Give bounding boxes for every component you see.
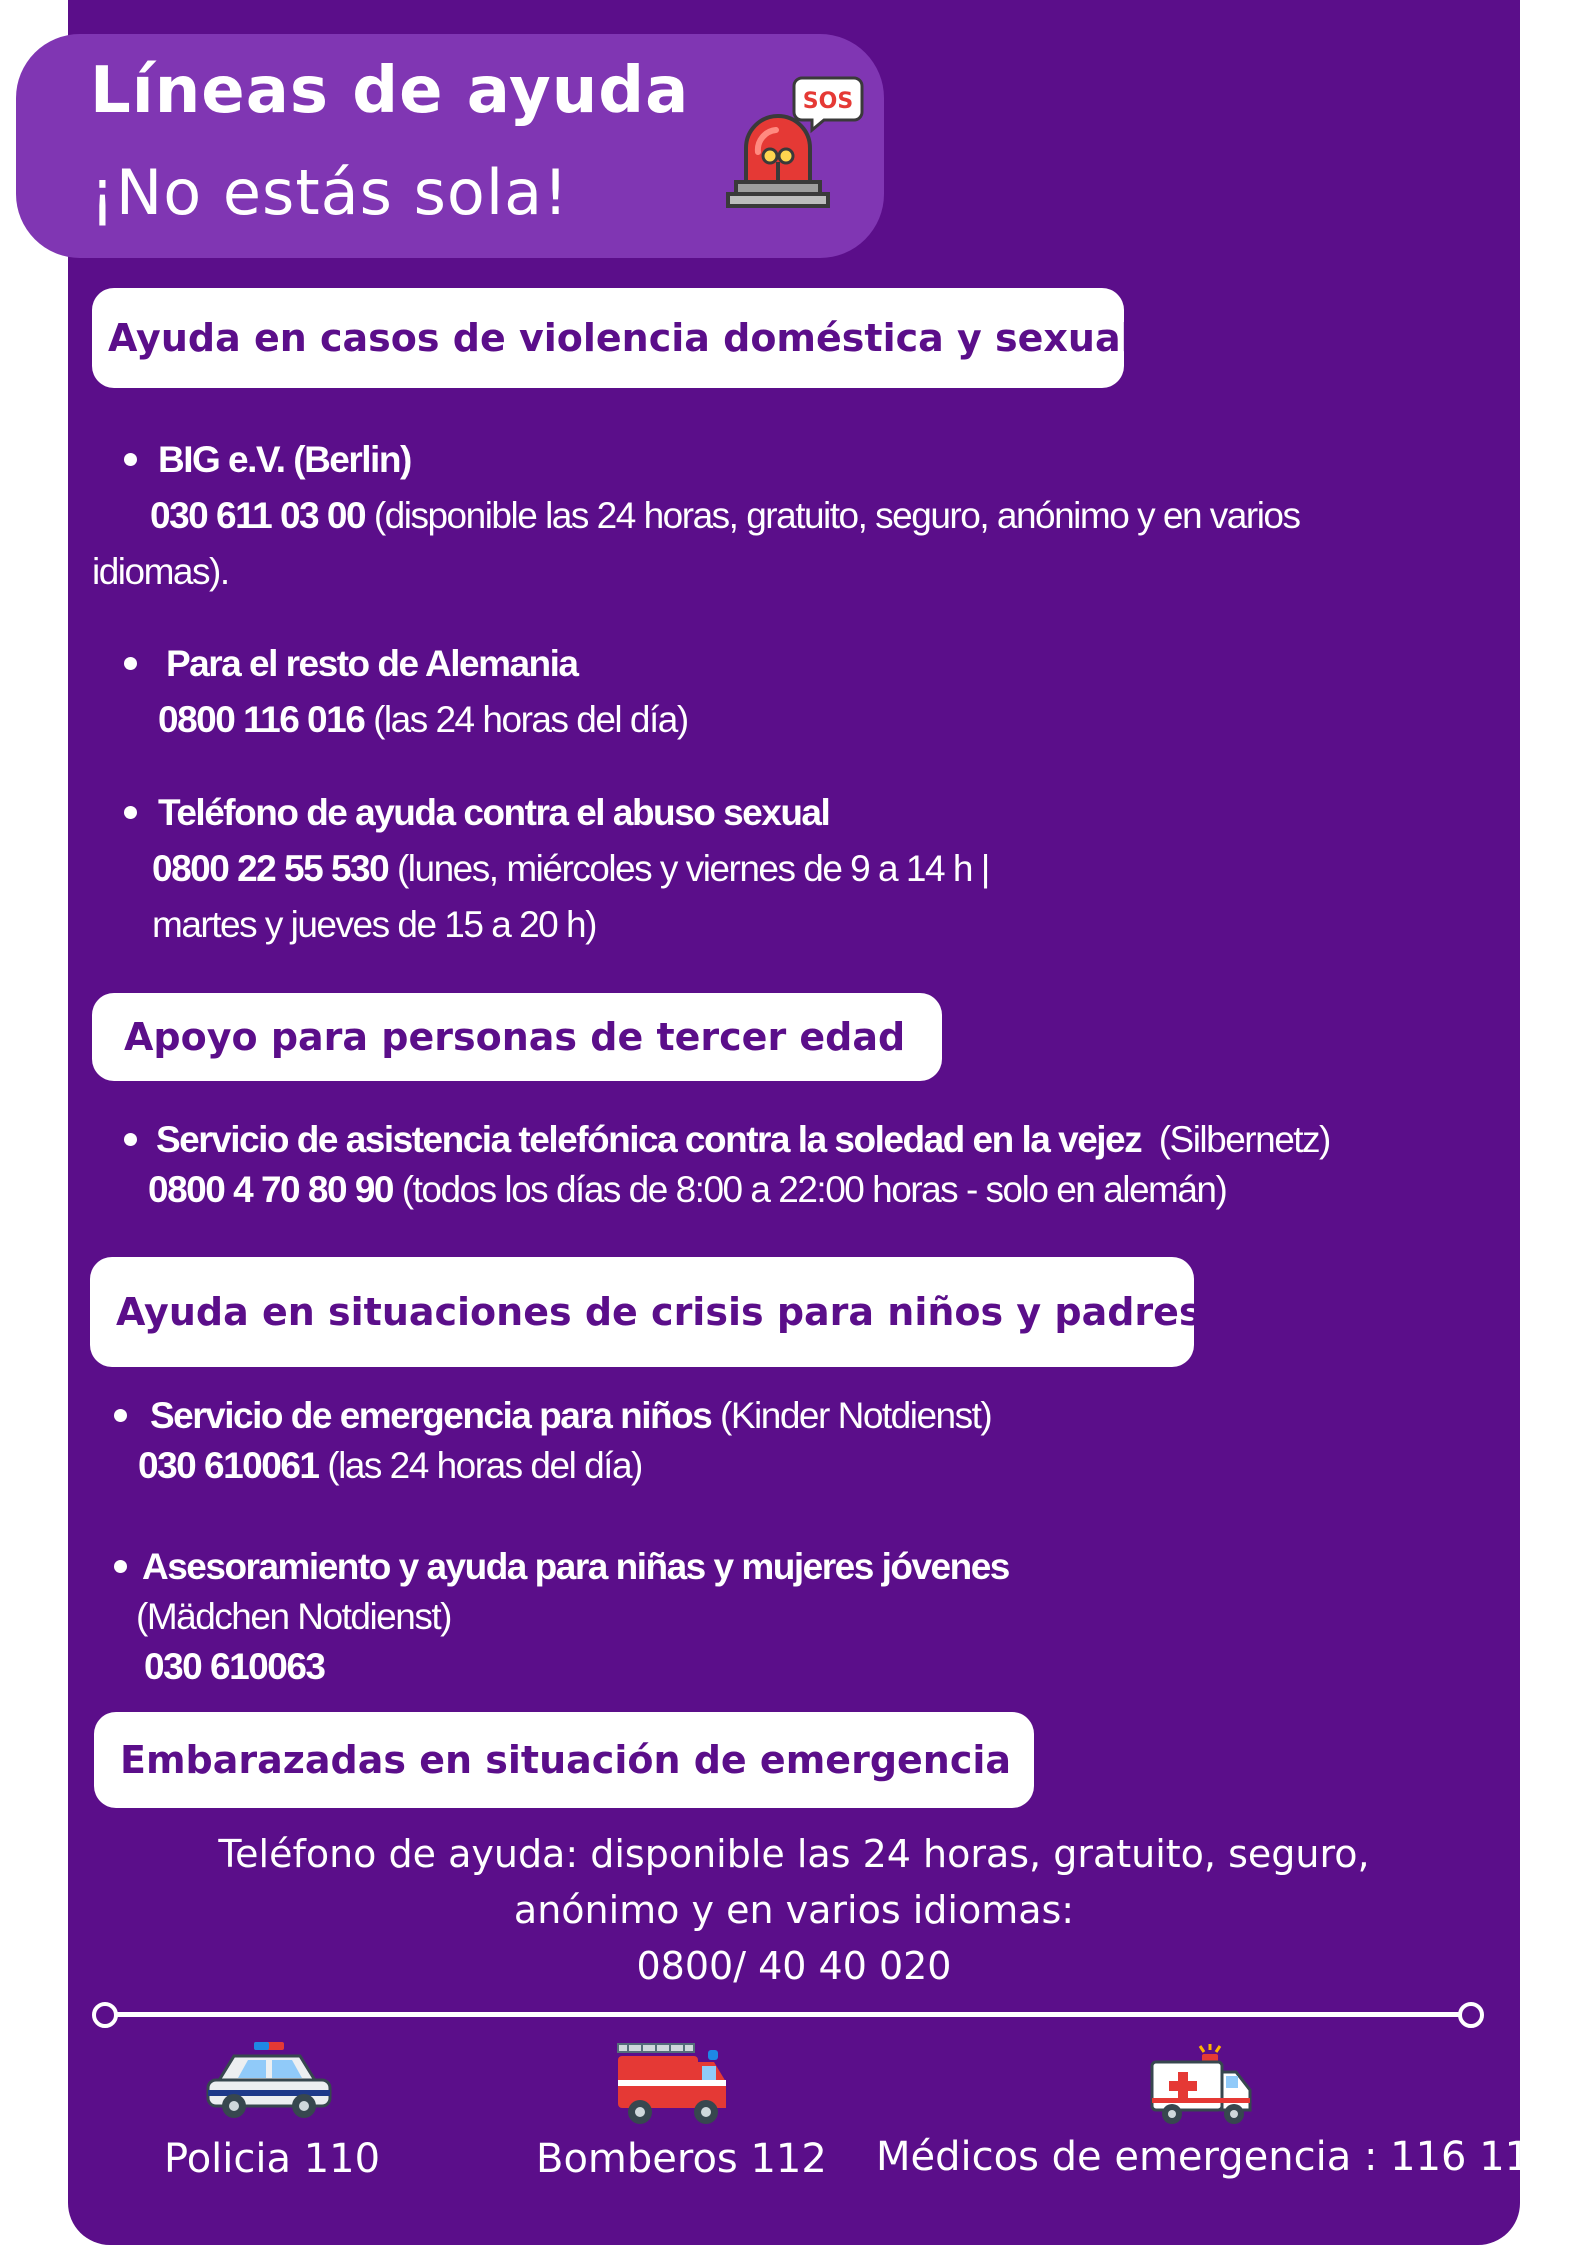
- phone-number: 0800 22 55 530: [152, 848, 389, 889]
- phone-number: 0800 116 016: [158, 699, 365, 740]
- list-item-title: Para el resto de Alemania: [166, 643, 578, 684]
- police-car-icon: [204, 2040, 334, 2120]
- divider-dot-left: [92, 2002, 118, 2028]
- bullet: [124, 1133, 137, 1146]
- fire-truck-icon: [612, 2040, 732, 2130]
- fire-label: Bomberos 112: [536, 2136, 827, 2182]
- list-item-detail: [152, 841, 989, 897]
- phone-number: 030 611 03 00: [150, 495, 366, 536]
- phone-note-continued: idiomas).: [92, 551, 229, 592]
- phone-number: 030 610063: [144, 1646, 325, 1687]
- pregnant-phone: 0800/ 40 40 020: [636, 1944, 952, 1988]
- section-heading-crisis: Ayuda en situaciones de crisis para niños y padres: [90, 1257, 1194, 1367]
- siren-sos-icon: [718, 72, 868, 222]
- list-item-title: Asesoramiento y ayuda para niñas y mujeres jóvenes: [142, 1546, 1009, 1587]
- bullet: [124, 453, 137, 466]
- list-item-title: Servicio de emergencia para niños (Kinder Notdienst): [150, 1395, 992, 1436]
- bullet: [124, 806, 137, 819]
- phone-number: 030 610061: [138, 1445, 319, 1486]
- police-label: Policia 110: [164, 2136, 381, 2182]
- phone-note: (lunes, miércoles y viernes de 9 a 14 h |: [396, 848, 989, 889]
- phone-note: (disponible las 24 horas, gratuito, seguro, anónimo y en varios: [373, 495, 1300, 536]
- list-item-detail: [148, 1162, 1226, 1218]
- org-name: (Kinder Notdienst): [720, 1395, 992, 1436]
- page-subtitle: ¡No estás sola!: [90, 156, 569, 229]
- bullet: [114, 1560, 127, 1573]
- medical-label: Médicos de emergencia : 116 117: [876, 2134, 1556, 2180]
- list-item-title: Servicio de asistencia telefónica contra la soledad en la vejez (Silbernetz): [156, 1119, 1330, 1160]
- org-name: (Silbernetz): [1158, 1119, 1330, 1160]
- sos-badge-text: SOS: [802, 89, 854, 114]
- pregnant-info-line: Teléfono de ayuda: disponible las 24 horas, gratuito, seguro,: [218, 1832, 1370, 1876]
- list-item-title: Teléfono de ayuda contra el abuso sexual: [158, 792, 830, 833]
- section-heading-pregnant: Embarazadas en situación de emergencia: [94, 1712, 1034, 1808]
- phone-note: (todos los días de 8:00 a 22:00 horas - solo en alemán): [401, 1169, 1227, 1210]
- pregnant-info-line: anónimo y en varios idiomas:: [513, 1888, 1075, 1932]
- list-item-title: BIG e.V. (Berlin): [158, 439, 411, 480]
- list-item-detail: [158, 692, 688, 748]
- divider: [104, 2012, 1470, 2017]
- phone-number: 0800 4 70 80 90: [148, 1169, 393, 1210]
- bullet: [124, 657, 137, 670]
- phone-note-continued: martes y jueves de 15 a 20 h): [152, 904, 596, 945]
- phone-note: (las 24 horas del día): [327, 1445, 642, 1486]
- list-item-detail: [138, 1438, 642, 1494]
- org-name: (Mädchen Notdienst): [136, 1596, 451, 1637]
- phone-note: (las 24 horas del día): [373, 699, 688, 740]
- divider-dot-right: [1458, 2002, 1484, 2028]
- list-item-detail: [150, 488, 1300, 544]
- section-heading-domestic: Ayuda en casos de violencia doméstica y sexual: [92, 288, 1124, 388]
- section-heading-elderly: Apoyo para personas de tercer edad: [92, 993, 942, 1081]
- bullet: [114, 1409, 127, 1422]
- ambulance-icon: [1146, 2040, 1256, 2130]
- page-title: Líneas de ayuda: [90, 54, 690, 128]
